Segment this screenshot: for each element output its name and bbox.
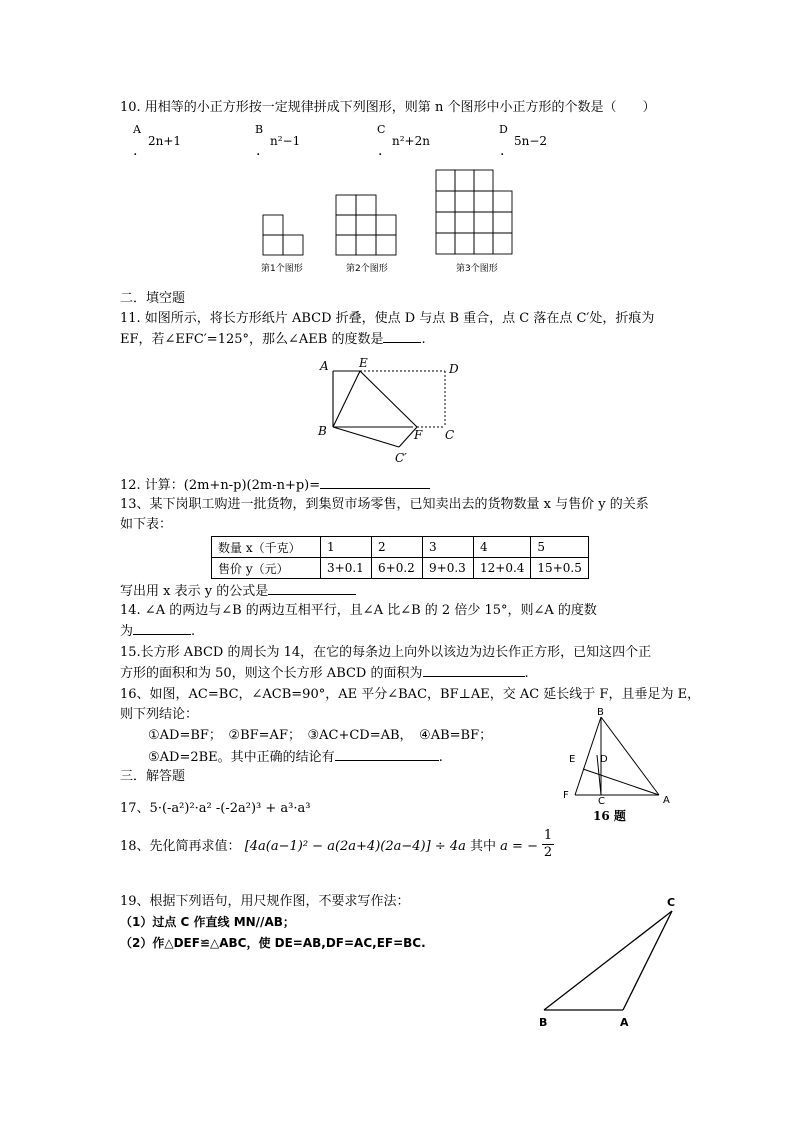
table-cell: 9+0.3 xyxy=(423,558,474,579)
table-cell: 4 xyxy=(474,537,531,558)
q10-option-letter: C xyxy=(377,123,386,136)
q10-option-dot: . xyxy=(133,143,138,159)
q18-mid: 其中 xyxy=(470,839,497,854)
q19-label-b: B xyxy=(539,1016,548,1029)
table-cell: 1 xyxy=(321,537,372,558)
table-cell: 3 xyxy=(423,537,474,558)
q11-label-c-prime: C′ xyxy=(395,451,407,465)
q10-option-value: 5n−2 xyxy=(514,134,548,148)
q11-label-b: B xyxy=(318,424,327,438)
q10-option-letter: A xyxy=(133,123,141,136)
q15-line2-text: 方形的面积和为 50，则这个长方形 ABCD 的面积为 xyxy=(120,666,423,681)
table-cell: 15+0.5 xyxy=(531,558,588,579)
q10-caption-1: 第1个图形 xyxy=(261,264,303,274)
table-cell: 2 xyxy=(372,537,423,558)
q18-fraction-denominator: 2 xyxy=(543,845,553,860)
q16-label-f: F xyxy=(563,790,569,801)
q16-label-c: C xyxy=(598,796,605,805)
q11-answer-blank[interactable] xyxy=(383,330,421,343)
q10-square-figures xyxy=(255,165,515,275)
q16-figure xyxy=(555,705,680,805)
q10-option-dot: . xyxy=(378,143,383,159)
q13-line2: 如下表： xyxy=(120,517,173,532)
q11-line1: 11. 如图所示，将长方形纸片 ABCD 折叠，使点 D 与点 B 重合，点 C 落在点 C′处，折痕为 xyxy=(120,311,655,326)
q12-line xyxy=(120,476,430,495)
q17-expression: 17、5·(-a²)²·a² -(-2a²)³ + a³·a³ xyxy=(120,801,311,816)
section-2-heading: 二．填空题 xyxy=(120,291,186,306)
table-row xyxy=(212,558,589,579)
q14-line2-tail: . xyxy=(191,624,196,639)
q10-option-value: 2n+1 xyxy=(148,134,182,148)
q10-caption-2: 第2个图形 xyxy=(346,264,388,274)
table-cell: 12+0.4 xyxy=(474,558,531,579)
q11-label-e: E xyxy=(359,356,368,370)
q16-answer-blank[interactable] xyxy=(335,748,439,761)
q15-line2-tail: . xyxy=(524,666,529,681)
q16-label-e: E xyxy=(569,754,576,765)
q18-prefix: 18、先化简再求值： xyxy=(120,839,241,854)
q16-line4 xyxy=(148,748,443,767)
q14-answer-blank[interactable] xyxy=(133,622,191,635)
q16-caption: 16 题 xyxy=(593,809,626,823)
q16-line1: 16、如图，AC=BC，∠ACB=90°，AE 平分∠BAC，BF⊥AE，交 AC 延长线于 F，且垂足为 E， xyxy=(120,687,701,702)
q19-line2: （1）过点 C 作直线 MN//AB； xyxy=(120,915,295,929)
q16-label-b: B xyxy=(597,707,604,718)
q18-expression: [4a(a−1)² − a(2a+4)(2a−4)] ÷ 4a xyxy=(244,839,466,854)
q10-option-dot: . xyxy=(500,143,505,159)
table-cell: 5 xyxy=(531,537,588,558)
q10-option-letter: B xyxy=(255,123,264,136)
table-cell: 6+0.2 xyxy=(372,558,423,579)
section-3-heading: 三．解答题 xyxy=(120,769,186,784)
q13-line3 xyxy=(120,582,356,601)
q10-text: 10. 用相等的小正方形按一定规律拼成下列图形，则第 n 个图形中小正方形的个数是（ ） xyxy=(120,100,656,115)
q14-line1: 14. ∠A 的两边与∠B 的两边互相平行，且∠A 比∠B 的 2 倍少 15°，则∠A 的度数 xyxy=(120,603,597,618)
q12-answer-blank[interactable] xyxy=(320,476,430,489)
q10-option-letter: D xyxy=(499,123,508,136)
q11-label-a: A xyxy=(320,359,329,373)
q16-line4-tail: . xyxy=(438,750,443,765)
q12-text: 12. 计算：(2m+n-p)(2m-n+p)= xyxy=(120,478,321,493)
q15-line2 xyxy=(120,664,529,683)
q11-label-d: D xyxy=(449,362,459,376)
q19-triangle-figure xyxy=(530,893,690,1033)
q19-line1: 19、根据下列语句，用尺规作图，不要求写作法： xyxy=(120,894,410,909)
table-cell: 3+0.1 xyxy=(321,558,372,579)
q19-label-a: A xyxy=(620,1016,629,1029)
q16-label-d: D xyxy=(600,754,608,765)
q15-answer-blank[interactable] xyxy=(423,664,525,677)
q18-var: a = − xyxy=(500,839,538,854)
q16-line4-text: ⑤AD=2BE。其中正确的结论有 xyxy=(148,750,335,765)
q19-line3: （2）作△DEF≌△ABC，使 DE=AB,DF=AC,EF=BC. xyxy=(120,936,426,950)
q14-line2 xyxy=(120,622,195,641)
q13-line3-text: 写出用 x 表示 y 的公式是 xyxy=(120,584,269,599)
q18-fraction xyxy=(542,828,554,861)
q11-figure xyxy=(315,355,475,467)
q11-line2-tail: . xyxy=(421,332,426,347)
q13-line1: 13、某下岗职工购进一批货物，到集贸市场零售，已知卖出去的货物数量 x 与售价 y 的关系 xyxy=(120,497,649,512)
q13-table xyxy=(211,536,589,579)
q10-option-value: n²+2n xyxy=(392,134,430,148)
table-cell: 售价 y（元） xyxy=(212,558,321,579)
q16-label-a: A xyxy=(663,795,670,805)
q14-line2-text: 为 xyxy=(120,624,134,639)
q11-line2 xyxy=(120,330,426,349)
q15-line1: 15.长方形 ABCD 的周长为 14，在它的每条边上向外以该边为边长作正方形，已知这四个正 xyxy=(120,645,652,660)
q19-label-c: C xyxy=(667,896,676,909)
q11-line2-text: EF，若∠EFC′=125°，那么∠AEB 的度数是 xyxy=(120,332,384,347)
q10-caption-3: 第3个图形 xyxy=(456,264,498,274)
q16-line3: ①AD=BF； ②BF=AF； ③AC+CD=AB， ④AB=BF； xyxy=(148,728,493,743)
table-row xyxy=(212,537,589,558)
q16-line2: 则下列结论： xyxy=(120,707,199,722)
q18-fraction-numerator: 1 xyxy=(543,828,553,843)
table-cell: 数量 x（千克） xyxy=(212,537,321,558)
q11-label-c: C xyxy=(445,428,455,442)
q13-answer-blank[interactable] xyxy=(268,582,356,595)
q11-label-f: F xyxy=(414,428,423,442)
q10-option-dot: . xyxy=(256,143,261,159)
q10-option-value: n²−1 xyxy=(270,134,301,148)
q18-line xyxy=(120,838,538,856)
